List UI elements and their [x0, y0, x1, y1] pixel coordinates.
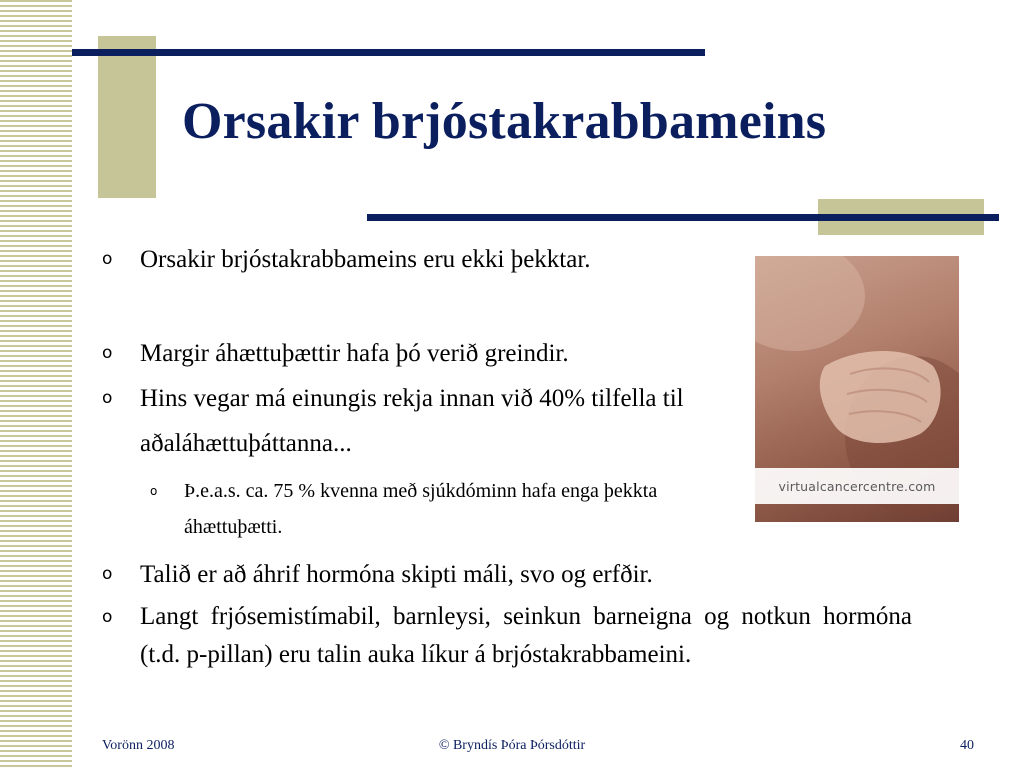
bullet-marker-icon: o — [102, 388, 113, 408]
bullet-marker-icon: o — [102, 249, 113, 269]
bullet-item — [102, 237, 722, 282]
bullet-text: Langt frjósemistímabil, barnleysi, seinkun barneigna og notkun hormóna (t.d. p-pillan) eru talin auka líkur á brjóstakrabbameini. — [140, 603, 912, 668]
bullet-text: Orsakir brjóstakrabbameins eru ekki þekktar. — [140, 246, 591, 273]
sub-bullet-marker-icon: o — [150, 484, 158, 498]
image-watermark-text: virtualcancercentre.com — [778, 478, 936, 494]
bullet-marker-icon: o — [102, 607, 113, 627]
bullet-marker-icon: o — [102, 564, 113, 584]
sub-bullet-item — [150, 473, 720, 545]
bullet-item — [102, 598, 912, 674]
breast-photo — [755, 256, 959, 522]
decorative-tan-block — [98, 36, 156, 198]
slide-number: 40 — [960, 738, 974, 753]
bullet-marker-icon: o — [102, 343, 113, 363]
image-watermark — [755, 468, 959, 504]
bullet-text: Talið er að áhrif hormóna skipti máli, svo og erfðir. — [140, 561, 653, 588]
slide-title: Orsakir brjóstakrabbameins — [182, 93, 827, 150]
decorative-stripe-band — [0, 0, 72, 768]
sub-bullet-text: Þ.e.a.s. ca. 75 % kvenna með sjúkdóminn hafa enga þekkta áhættuþætti. — [184, 480, 658, 538]
bullet-item — [102, 376, 722, 466]
decorative-navy-bar-right — [367, 214, 999, 221]
footer-author: © Bryndís Þóra Þórsdóttir — [438, 738, 586, 753]
bullet-text: Hins vegar má einungis rekja innan við 40% tilfella til aðaláhættuþáttanna... — [140, 385, 684, 457]
bullet-text: Margir áhættuþættir hafa þó verið greindir. — [140, 340, 569, 367]
decorative-navy-bar — [72, 49, 705, 56]
bullet-item — [102, 331, 742, 376]
bullet-item — [102, 552, 912, 597]
footer-date: Vorönn 2008 — [102, 738, 175, 753]
